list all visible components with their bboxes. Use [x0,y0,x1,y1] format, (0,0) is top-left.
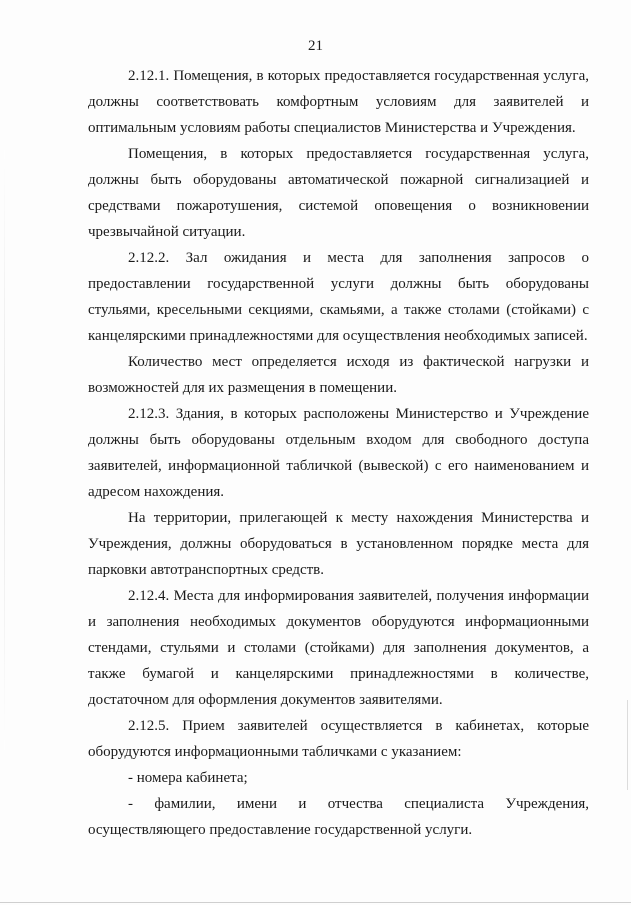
paragraph-2-12-2: 2.12.2. Зал ожидания и места для заполнения запросов о предоставлении государственной услуги должны быть оборудованы стульями, кресельными секциями, скамьями, а также столами (стойками) с канцелярскими принадлежностями для осуществления необходимых записей. [88,250,589,344]
page-number: 21 [308,38,323,54]
paragraph-parking: На территории, прилегающей к месту нахождения Министерства и Учреждения, должны оборудоваться в установленном порядке места для парковки автотранспортных средств. [88,510,589,578]
paragraph-seat-count: Количество мест определяется исходя из фактической нагрузки и возможностей для их размещения в помещении. [88,354,589,396]
document-body [88,63,589,843]
paragraph-2-12-1: 2.12.1. Помещения, в которых предоставляется государственная услуга, должны соответствовать комфортным условиям для заявителей и оптимальным условиям работы специалистов Министерства и Учреждения. [88,68,589,136]
paragraph-2-12-4: 2.12.4. Места для информирования заявителей, получения информации и заполнения необходимых документов оборудуются информационными стендами, стульями и столами (стойками) для заполнения документов, а также бумагой и канцелярскими принадлежностями в количестве, достаточном для оформления документов заявителями. [88,588,589,708]
scan-edge-right [627,700,628,790]
list-item-room-number: - номера кабинета; [128,770,248,786]
scan-edge-bottom [0,902,631,903]
scan-edge-left [4,150,5,750]
paragraph-2-12-3: 2.12.3. Здания, в которых расположены Министерство и Учреждение должны быть оборудованы отдельным входом для свободного доступа заявителей, информационной табличкой (вывеской) с его наименованием и адресом нахождения. [88,406,589,500]
list-item-specialist-name: - фамилии, имени и отчества специалиста Учреждения, осуществляющего предоставление государственной услуги. [88,796,589,838]
paragraph-2-12-5: 2.12.5. Прием заявителей осуществляется в кабинетах, которые оборудуются информационными табличками с указанием: [88,718,589,760]
paragraph-fire-safety: Помещения, в которых предоставляется государственная услуга, должны быть оборудованы автоматической пожарной сигнализацией и средствами пожаротушения, системой оповещения о возникновении чрезвычайной ситуации. [88,146,589,240]
